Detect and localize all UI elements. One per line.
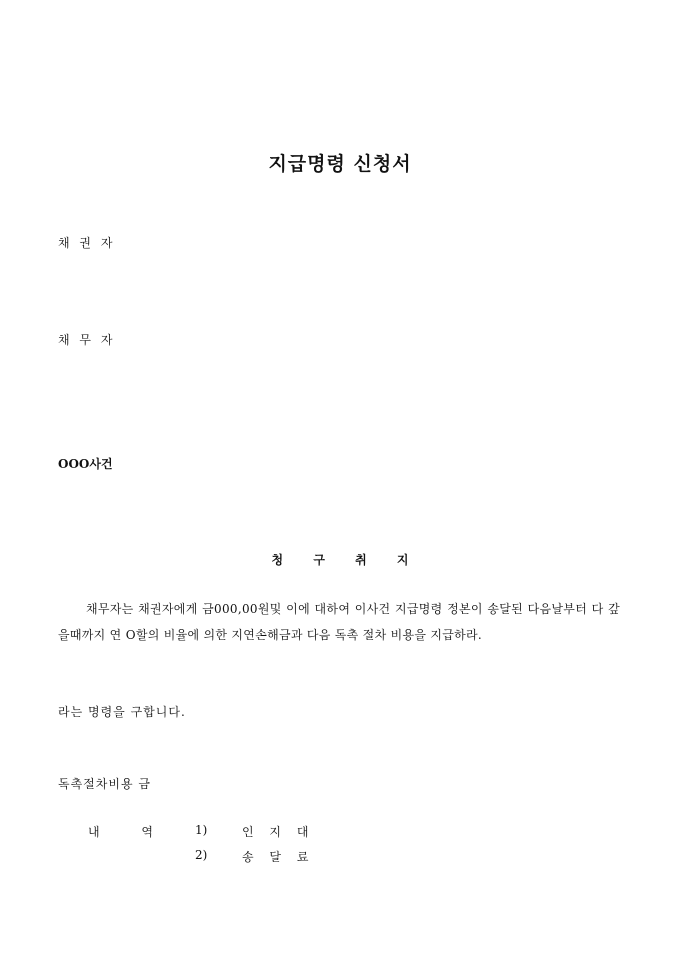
item-name: 인 지 대 [242,825,315,839]
document-title: 지급명령 신청서 [268,153,412,175]
item-number: 1) [195,823,208,837]
request-line: 라는 명령을 구합니다. [58,705,186,719]
claim-body: 채무자는 채권자에게 금000,00원및 이에 대하여 이사건 지급명령 정본이 송달된 다음날부터 다 갚을때까지 연 O할의 비율에 의한 지연손해금과 다음 독촉 절차 비용을 지급하라. [58,602,620,642]
item-name: 송 달 료 [242,850,315,864]
creditor-label: 채 권 자 [58,236,116,250]
costs-label: 독촉절차비용 금 [58,777,151,791]
case-name: OOO사건 [58,457,113,471]
claim-heading: 청 구 취 지 [271,553,409,567]
items-label: 내 역 [88,825,153,839]
debtor-label: 채 무 자 [58,333,116,347]
item-number: 2) [195,848,208,862]
